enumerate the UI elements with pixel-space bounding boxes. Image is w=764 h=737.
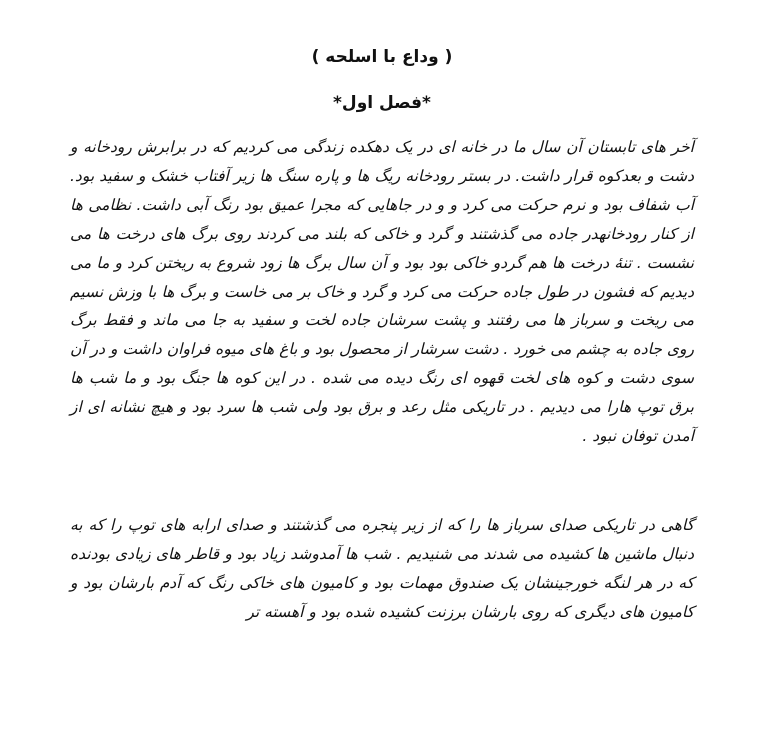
chapter-heading: *فصل اول*: [333, 93, 431, 113]
paragraph-2: گاهی در تاریکی صدای سرباز ها را که از زیر پنجره می گذشتند و صدای ارابه های توپ را که به دنبال ماشین ها کشیده می شدند می شنیدیم . شب ها آمدوشد زیاد بود و قاطر های زیادی بودنده که در هر لنگه خورجینشان یک صندوق مهمات بود و کامیون های خاکی رنگ که آدم بارشان بود و کامیون های دیگری که روی بارشان برزنت کشیده شده بود و آهسته تر: [70, 516, 694, 621]
paragraph-1: آخر های تابستان آن سال ما در خانه ای در یک دهکده زندگی می کردیم که در برابرش رودخانه و دشت و بعدکوه قرار داشت. در بستر رودخانه ریگ ها و پاره سنگ ها زیر آفتاب خشک و سفید بود. آب شفاف بود و نرم حرکت می کرد و و در جاهایی که مجرا عمیق بود رنگ آبی داشت. نظامی ها از کنار رودخانهدر جاده می گذشتند و گرد و خاکی که بلند می کردند روی برگ های درخت ها می نشست . تنهٔ درخت ها هم گردو خاکی بود بود و آن سال برگ ها زود شروع به ریختن کرد و ما می دیدیم که فشون در طول جاده حرکت می کرد و گرد و خاک بر می خاست و برگ ها با وزش نسیم می ریخت و سرباز ها می رفتند و پشت سرشان جاده لخت و سفید به جا می ماند و فقط برگ روی جاده به چشم می خورد . دشت سرشار از محصول بود و باغ های میوه فراوان داشت و در آن سوی دشت و کوه های لخت قهوه ای رنگ دیده می شده . در این کوه ها جنگ بود و ما شب ها برق توپ هارا می دیدیم . در تاریکی مثل رعد و برق بود ولی شب ها سرد بود و هیچ نشانه ای از آمدن توفان نبود .: [70, 138, 694, 446]
book-title: ( وداع با اسلحه ): [311, 47, 453, 67]
